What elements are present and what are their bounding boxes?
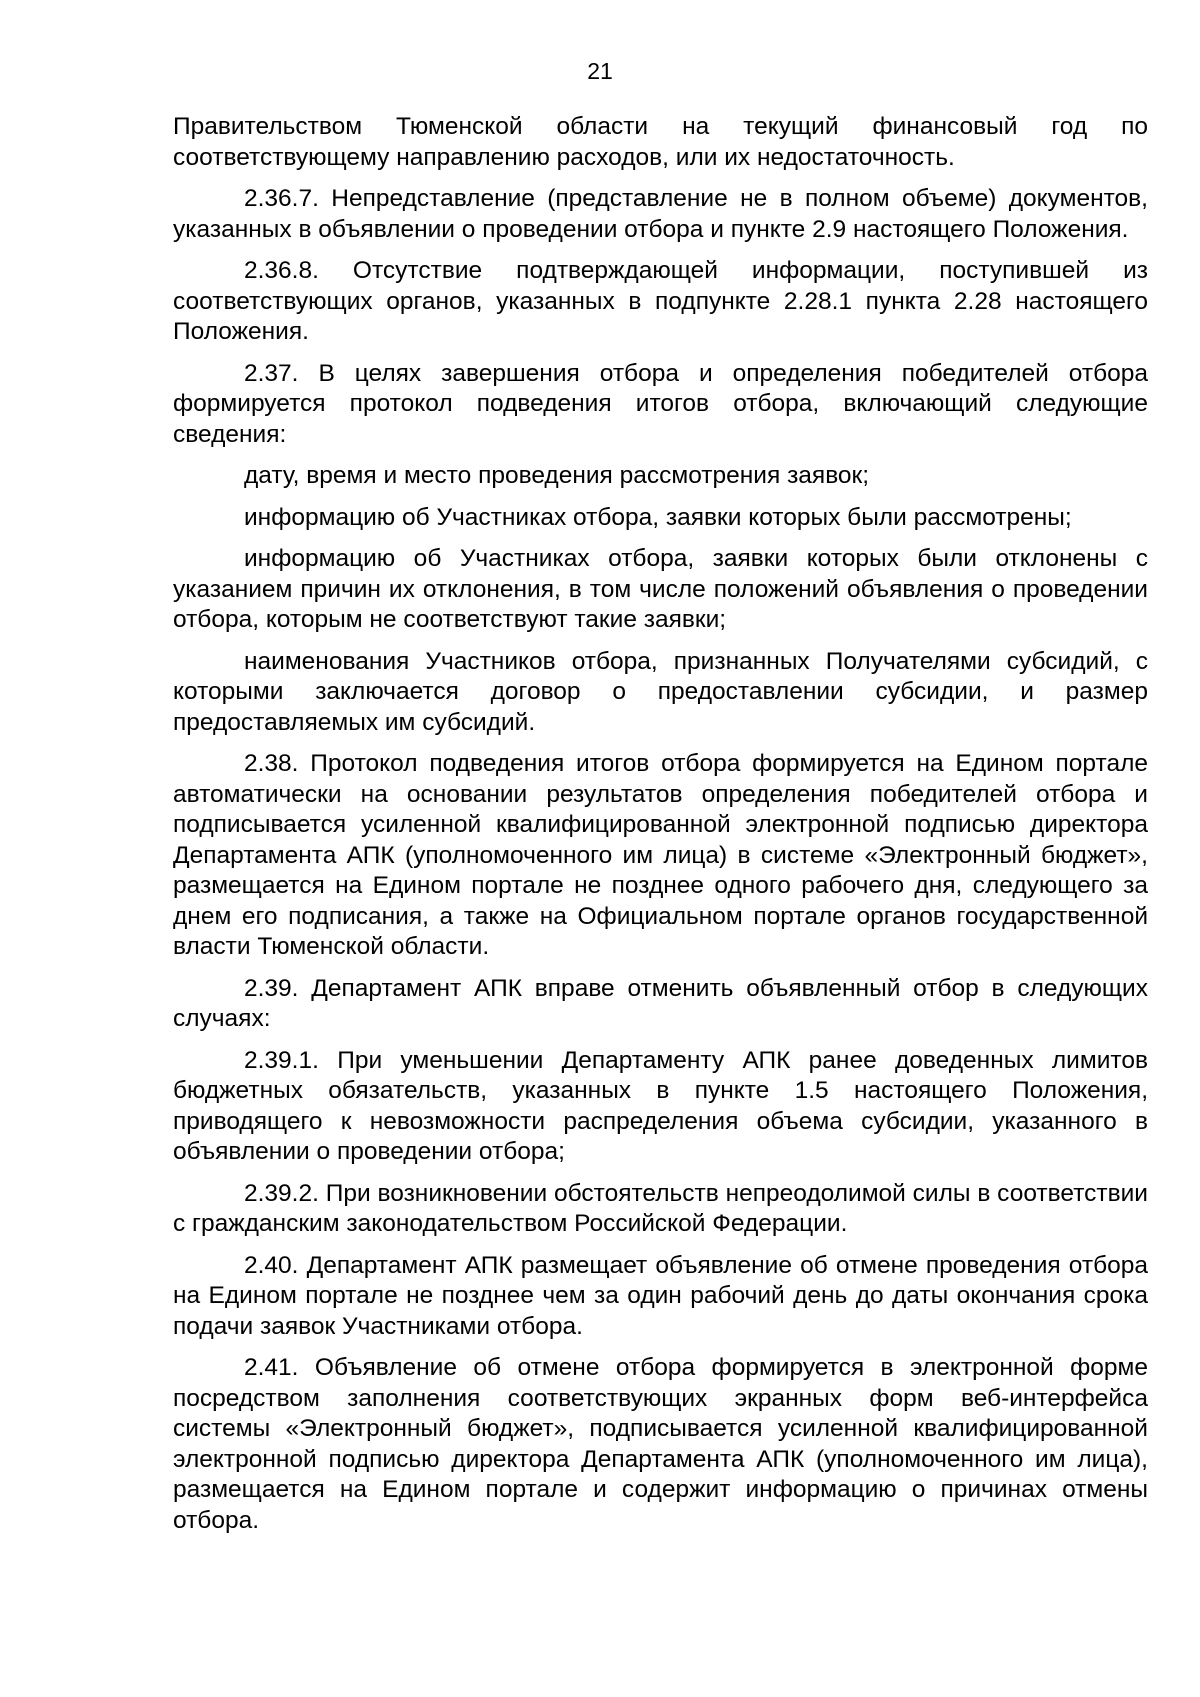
list-item-considered-applications: информацию об Участниках отбора, заявки которых были рассмотрены; <box>244 503 1072 531</box>
list-item-subsidy-recipients: наименования Участников отбора, признанных Получателями субсидий, с которыми заключается договор о предоставлении субсидии, и размер предоставляемых им субсидий. <box>173 647 1148 736</box>
document-body <box>173 112 1148 1547</box>
paragraph-2-40: 2.40. Департамент АПК размещает объявление об отмене проведения отбора на Едином портале не позднее чем за один рабочий день до даты окончания срока подачи заявок Участниками отбора. <box>173 1251 1148 1340</box>
paragraph-2-39: 2.39. Департамент АПК вправе отменить объявленный отбор в следующих случаях: <box>173 974 1148 1032</box>
paragraph-2-36-8: 2.36.8. Отсутствие подтверждающей информации, поступившей из соответствующих органов, указанных в подпункте 2.28.1 пункта 2.28 настоящего Положения. <box>173 257 1148 345</box>
list-item-date-time-place: дату, время и место проведения рассмотрения заявок; <box>244 462 870 489</box>
paragraph-2-36-7: 2.36.7. Непредставление (представление не в полном объеме) документов, указанных в объявлении о проведении отбора и пункте 2.9 настоящего Положения. <box>173 185 1148 243</box>
paragraph-2-41: 2.41. Объявление об отмене отбора формируется в электронной форме посредством заполнения соответствующих экранных форм веб-интерфейса системы «Электронный бюджет», подписывается усиленной квалифицированной электронной подписью директора Департамента АПК (уполномоченного им лица), размещается на Едином портале и содержит информацию о причинах отмены отбора. <box>173 1354 1148 1534</box>
paragraph-continuation: Правительством Тюменской области на текущий финансовый год по соответствующему направлению расходов, или их недостаточность. <box>173 113 1148 171</box>
page-number: 21 <box>587 58 613 84</box>
paragraph-2-39-1: 2.39.1. При уменьшении Департаменту АПК ранее доведенных лимитов бюджетных обязательств, указанных в пункте 1.5 настоящего Положения, приводящего к невозможности распределения объема субсидии, указанного в объявлении о проведении отбора; <box>173 1046 1148 1165</box>
paragraph-2-39-2: 2.39.2. При возникновении обстоятельств непреодолимой силы в соответствии с гражданским законодательством Российской Федерации. <box>173 1179 1148 1237</box>
paragraph-2-37: 2.37. В целях завершения отбора и определения победителей отбора формируется протокол подведения итогов отбора, включающий следующие сведения: <box>173 359 1148 448</box>
paragraph-2-38: 2.38. Протокол подведения итогов отбора формируется на Едином портале автоматически на основании результатов определения победителей отбора и подписывается усиленной квалифицированной электронной подписью директора Департамента АПК (уполномоченного им лица) в системе «Электронный бюджет», размещается на Едином портале не позднее одного рабочего дня, следующего за днем его подписания, а также на Официальном портале органов государственной власти Тюменской области. <box>173 750 1148 960</box>
list-item-rejected-applications: информацию об Участниках отбора, заявки которых были отклонены с указанием причин их отклонения, в том числе положений объявления о проведении отбора, которым не соответствуют такие заявки; <box>173 545 1148 633</box>
